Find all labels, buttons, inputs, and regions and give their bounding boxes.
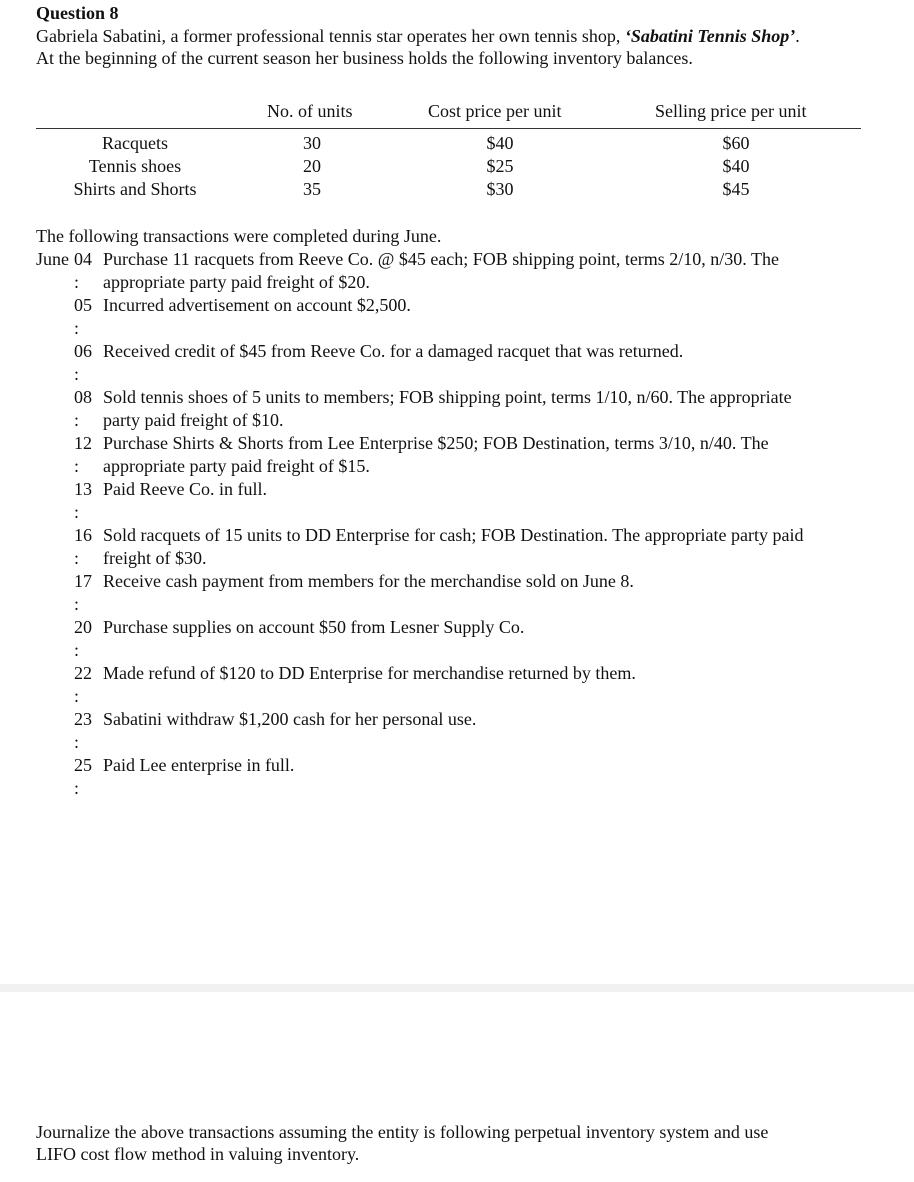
intro-line-1-pre: Gabriela Sabatini, a former professional tennis star operates her own tennis shop, [36,26,625,46]
colon-marker: : [74,364,80,384]
colon-marker: : [74,456,80,476]
transaction-text: Paid Reeve Co. in full. [103,479,267,499]
transactions-intro: The following transactions were completed during June. [36,226,442,246]
transaction-day: 04 [74,249,92,269]
transaction-continuation-text: party paid freight of $10. [103,410,284,430]
colon-marker: : [74,318,80,338]
transaction-day: 17 [74,571,92,591]
transaction-day: 12 [74,433,92,453]
instruction-line-2: LIFO cost flow method in valuing inventory. [36,1144,360,1164]
intro-line-2: At the beginning of the current season her business holds the following inventory balances. [36,48,693,68]
item-units: 30 [303,133,321,153]
colon-marker: : [74,732,80,752]
transaction-text: Purchase supplies on account $50 from Lesner Supply Co. [103,617,525,637]
transaction-text: Incurred advertisement on account $2,500. [103,295,411,315]
transaction-continuation-text: appropriate party paid freight of $20. [103,272,370,292]
intro-line-1-post: . [795,26,800,46]
item-selling: $60 [722,133,750,153]
item-units: 35 [303,179,321,199]
transaction-text: Receive cash payment from members for the merchandise sold on June 8. [103,571,634,591]
transaction-day: 25 [74,755,92,775]
transaction-day: 23 [74,709,92,729]
colon-marker: : [74,778,80,798]
transaction-text: Sold racquets of 15 units to DD Enterprise for cash; FOB Destination. The appropriate party paid [103,525,804,545]
transaction-day: 13 [74,479,92,499]
transaction-continuation-text: appropriate party paid freight of $15. [103,456,370,476]
transaction-text: Paid Lee enterprise in full. [103,755,295,775]
transaction-day: 06 [74,341,92,361]
header-units: No. of units [267,101,353,121]
item-cost: $40 [486,133,514,153]
item-name: Shirts and Shorts [73,179,197,199]
colon-marker: : [74,272,80,292]
transaction-day: 05 [74,295,92,315]
transaction-text: Made refund of $120 to DD Enterprise for merchandise returned by them. [103,663,636,683]
transaction-day: 08 [74,387,92,407]
item-units: 20 [303,156,321,176]
item-selling: $45 [722,179,750,199]
transaction-text: Purchase 11 racquets from Reeve Co. @ $45 each; FOB shipping point, terms 2/10, n/30. The [103,249,779,269]
transaction-text: Purchase Shirts & Shorts from Lee Enterprise $250; FOB Destination, terms 3/10, n/40. The [103,433,769,453]
item-cost: $30 [486,179,514,199]
colon-marker: : [74,594,80,614]
section-divider [0,984,914,992]
instruction-line-1: Journalize the above transactions assuming the entity is following perpetual inventory system and use [36,1122,769,1142]
transaction-text: Received credit of $45 from Reeve Co. for a damaged racquet that was returned. [103,341,684,361]
colon-marker: : [74,502,80,522]
transaction-day: 20 [74,617,92,637]
transaction-day: 22 [74,663,92,683]
transaction-text: Sabatini withdraw $1,200 cash for her personal use. [103,709,477,729]
colon-marker: : [74,686,80,706]
colon-marker: : [74,548,80,568]
header-cost: Cost price per unit [428,101,562,121]
table-header-rule [36,128,861,129]
item-name: Tennis shoes [88,156,182,176]
question-title: Question 8 [36,3,119,23]
intro-line-1 [36,26,800,47]
month-label: June [36,249,69,269]
transaction-continuation-text: freight of $30. [103,548,207,568]
header-selling: Selling price per unit [655,101,807,121]
item-selling: $40 [722,156,750,176]
item-name: Racquets [102,133,168,153]
colon-marker: : [74,640,80,660]
item-cost: $25 [486,156,514,176]
transaction-day: 16 [74,525,92,545]
colon-marker: : [74,410,80,430]
transaction-text: Sold tennis shoes of 5 units to members; FOB shipping point, terms 1/10, n/60. The appropriate [103,387,792,407]
shop-name: ‘Sabatini Tennis Shop’ [624,26,796,46]
